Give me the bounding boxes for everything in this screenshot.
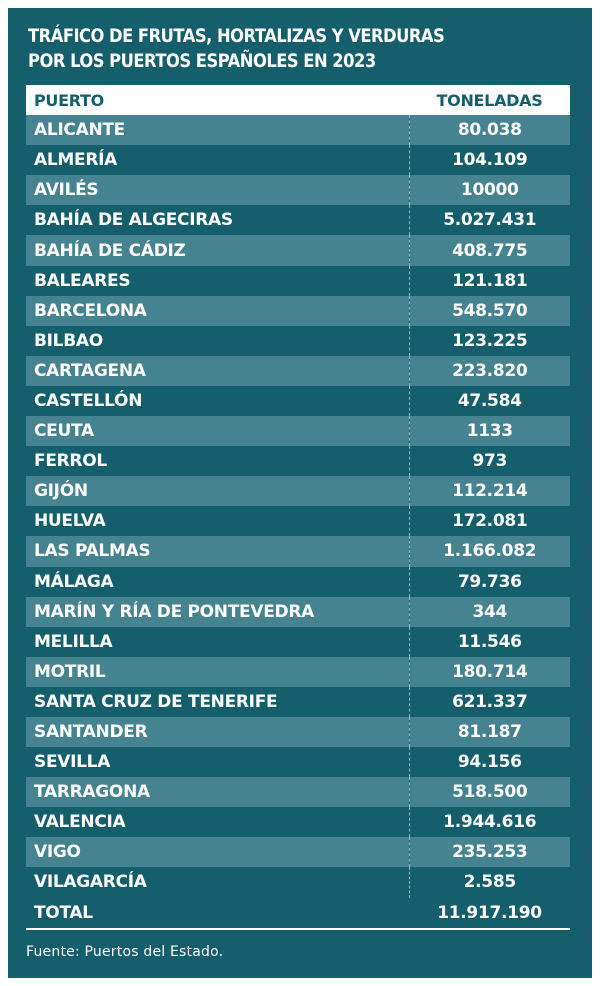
table-row	[26, 446, 570, 476]
tonnage-value: 621.337	[409, 687, 570, 717]
ports-table	[26, 85, 570, 930]
port-name: BALEARES	[26, 266, 409, 296]
table-row	[26, 536, 570, 566]
infographic-title	[28, 24, 510, 74]
table-row	[26, 326, 570, 356]
tonnage-value: 1133	[409, 416, 570, 446]
tonnage-value: 548.570	[409, 296, 570, 326]
port-name: ALICANTE	[26, 115, 409, 145]
tonnage-value: 408.775	[409, 235, 570, 265]
title-line-1: TRÁFICO DE FRUTAS, HORTALIZAS Y VERDURAS	[28, 25, 445, 47]
tonnage-value: 123.225	[409, 326, 570, 356]
port-name: HUELVA	[26, 506, 409, 536]
tonnage-value: 1.944.616	[409, 807, 570, 837]
port-name: BILBAO	[26, 326, 409, 356]
tonnage-value: 80.038	[409, 115, 570, 145]
table-row	[26, 627, 570, 657]
tonnage-value: 518.500	[409, 777, 570, 807]
port-name: FERROL	[26, 446, 409, 476]
table-row	[26, 506, 570, 536]
port-name: MELILLA	[26, 627, 409, 657]
table-row	[26, 567, 570, 597]
source-note: Fuente: Puertos del Estado.	[26, 944, 224, 960]
table-row	[26, 807, 570, 837]
port-name: LAS PALMAS	[26, 536, 409, 566]
table-row	[26, 175, 570, 205]
port-name: GIJÓN	[26, 476, 409, 506]
tonnage-value: 10000	[409, 175, 570, 205]
table-row	[26, 205, 570, 235]
table-row	[26, 115, 570, 145]
port-name: VILAGARCÍA	[26, 867, 409, 897]
table-row	[26, 687, 570, 717]
tonnage-value: 79.736	[409, 567, 570, 597]
table-row	[26, 747, 570, 777]
port-name: BAHÍA DE ALGECIRAS	[26, 205, 409, 235]
column-header-puerto: PUERTO	[26, 85, 409, 115]
tonnage-value: 180.714	[409, 657, 570, 687]
tonnage-value: 223.820	[409, 356, 570, 386]
total-row	[26, 898, 570, 929]
port-name: SEVILLA	[26, 747, 409, 777]
tonnage-value: 1.166.082	[409, 536, 570, 566]
table-row	[26, 356, 570, 386]
table-row	[26, 597, 570, 627]
table-row	[26, 867, 570, 897]
tonnage-value: 11.546	[409, 627, 570, 657]
table-row	[26, 235, 570, 265]
total-label: TOTAL	[26, 898, 409, 929]
tonnage-value: 235.253	[409, 837, 570, 867]
port-name: CEUTA	[26, 416, 409, 446]
port-name: CARTAGENA	[26, 356, 409, 386]
table-row	[26, 145, 570, 175]
tonnage-value: 112.214	[409, 476, 570, 506]
table-row	[26, 266, 570, 296]
tonnage-value: 973	[409, 446, 570, 476]
column-header-toneladas: TONELADAS	[409, 85, 570, 115]
port-name: MARÍN Y RÍA DE PONTEVEDRA	[26, 597, 409, 627]
table-row	[26, 657, 570, 687]
tonnage-value: 344	[409, 597, 570, 627]
table-row	[26, 386, 570, 416]
port-name: MÁLAGA	[26, 567, 409, 597]
port-name: TARRAGONA	[26, 777, 409, 807]
tonnage-value: 104.109	[409, 145, 570, 175]
tonnage-value: 121.181	[409, 266, 570, 296]
tonnage-value: 94.156	[409, 747, 570, 777]
port-name: BAHÍA DE CÁDIZ	[26, 235, 409, 265]
table-row	[26, 777, 570, 807]
table-row	[26, 837, 570, 867]
port-name: SANTA CRUZ DE TENERIFE	[26, 687, 409, 717]
table-row	[26, 296, 570, 326]
tonnage-value: 47.584	[409, 386, 570, 416]
tonnage-value: 81.187	[409, 717, 570, 747]
tonnage-value: 172.081	[409, 506, 570, 536]
port-name: CASTELLÓN	[26, 386, 409, 416]
title-line-2: POR LOS PUERTOS ESPAÑOLES EN 2023	[28, 50, 376, 72]
port-name: VIGO	[26, 837, 409, 867]
port-name: MOTRIL	[26, 657, 409, 687]
port-name: BARCELONA	[26, 296, 409, 326]
table-row	[26, 416, 570, 446]
port-name: ALMERÍA	[26, 145, 409, 175]
port-name: SANTANDER	[26, 717, 409, 747]
table-row	[26, 717, 570, 747]
total-value: 11.917.190	[409, 898, 570, 929]
table-row	[26, 476, 570, 506]
tonnage-value: 2.585	[409, 867, 570, 897]
port-name: AVILÉS	[26, 175, 409, 205]
port-name: VALENCIA	[26, 807, 409, 837]
table-header-row	[26, 85, 570, 115]
tonnage-value: 5.027.431	[409, 205, 570, 235]
